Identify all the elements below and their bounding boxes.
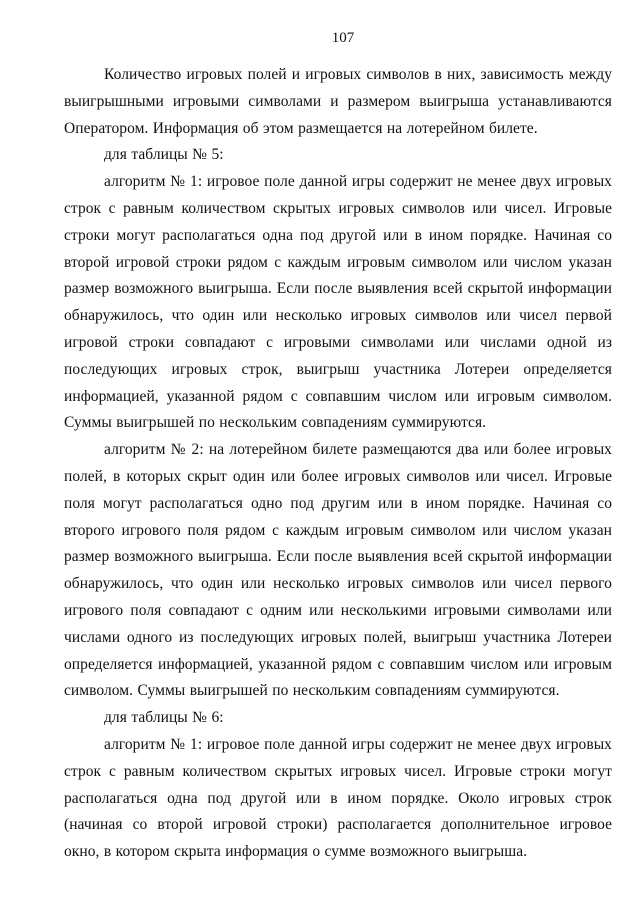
heading-table-6: для таблицы № 6: [104,709,224,727]
paragraph-table5-algorithm-2: алгоритм № 2: на лотерейном билете размещаются два или более игровых полей, в которых скрыт один или более игровых символов или чисел. Игровые поля могут располагаться одно под другим или в ином порядке. Начиная со второго игрового поля рядом с каждым игровым символом или числом указан размер возможного выигрыша. Если после выявления всей скрытой информации обнаружилось, что один или несколько игровых символов или чисел первого игрового поля совпадают с одним или несколькими игровыми символами или числами одного из последующих игровых полей, выигрыш участника Лотереи определяется информацией, указанной рядом с совпавшим числом или игровым символом. Суммы выигрышей по нескольким совпадениям суммируются. [64,441,612,700]
paragraph-table5-algorithm-1: алгоритм № 1: игровое поле данной игры содержит не менее двух игровых строк с равным количеством скрытых игровых символов или чисел. Игровые строки могут располагаться одна под другой или в ином порядке. Начиная со второй игровой строки рядом с каждым игровым символом или числом указан размер возможного выигрыша. Если после выявления всей скрытой информации обнаружилось, что один или несколько игровых символов или чисел первой игровой строки совпадают с игровыми символами или числами одной из последующих игровых строк, выигрыш участника Лотереи определяется информацией, указанной рядом с совпавшим числом или игровым символом. Суммы выигрышей по нескольким совпадениям суммируются. [64,173,612,432]
paragraph-table6-algorithm-1: алгоритм № 1: игровое поле данной игры содержит не менее двух игровых строк с равным количеством скрытых игровых чисел. Игровые строки могут располагаться одна под другой или в ином порядке. Около игровых строк (начиная со второй игровой строки) располагается дополнительное игровое окно, в котором скрыта информация о сумме возможного выигрыша. [64,735,612,861]
heading-table-5: для таблицы № 5: [104,146,224,164]
page-number: 107 [331,30,355,46]
paragraph-intro: Количество игровых полей и игровых символов в них, зависимость между выигрышными игровыми символами и размером выигрыша устанавливаются Оператором. Информация об этом размещается на лотерейном билете. [64,66,612,137]
